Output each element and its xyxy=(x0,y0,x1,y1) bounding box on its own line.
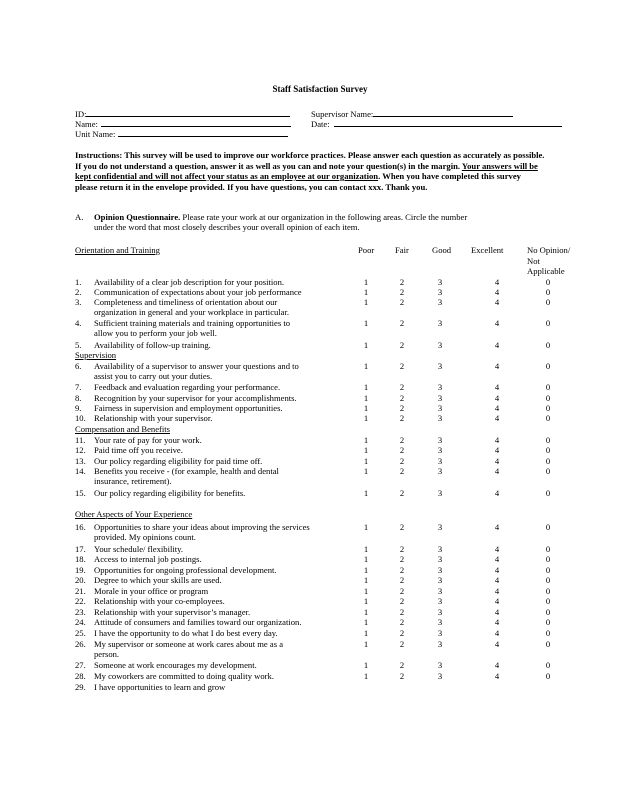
rating-option[interactable]: 1 xyxy=(363,297,369,307)
item-text-line1: Relationship with your co-employees. xyxy=(94,596,225,606)
item-text-line1: Opportunities to share your ideas about improving the services xyxy=(94,522,310,532)
rating-option[interactable]: 3 xyxy=(437,445,443,455)
name-line xyxy=(101,117,291,127)
rating-option[interactable]: 1 xyxy=(363,565,369,575)
section-a-line2: under the word that most closely describes your overall opinion of each item. xyxy=(94,222,360,232)
instructions xyxy=(75,150,545,192)
item-text-line1: Our policy regarding eligibility for benefits. xyxy=(94,488,246,498)
rating-option[interactable]: 3 xyxy=(437,671,443,681)
rating-option[interactable]: 0 xyxy=(545,403,551,413)
header-fair: Fair xyxy=(395,245,409,255)
rating-option[interactable]: 4 xyxy=(494,575,500,585)
item-text xyxy=(94,544,183,554)
date-line xyxy=(334,117,562,127)
item-number: 26. xyxy=(75,639,86,649)
rating-option[interactable]: 2 xyxy=(399,456,405,466)
rating-option[interactable]: 3 xyxy=(437,639,443,649)
rating-option[interactable]: 0 xyxy=(545,575,551,585)
item-text-line1: Sufficient training materials and training opportunities to xyxy=(94,318,291,328)
rating-option[interactable]: 4 xyxy=(494,318,500,328)
rating-option[interactable]: 3 xyxy=(437,596,443,606)
item-text xyxy=(94,607,250,617)
name-label: Name: xyxy=(75,119,98,129)
rating-option[interactable]: 0 xyxy=(545,297,551,307)
item-text-line1: Access to internal job postings. xyxy=(94,554,202,564)
header-good: Good xyxy=(432,245,452,255)
group-orientation: Orientation and Training xyxy=(75,245,160,255)
rating-option[interactable]: 0 xyxy=(545,382,551,392)
rating-option[interactable]: 1 xyxy=(363,607,369,617)
item-number: 17. xyxy=(75,544,86,554)
item-text xyxy=(94,617,301,627)
rating-option[interactable]: 2 xyxy=(399,639,405,649)
item-number: 15. xyxy=(75,488,86,498)
item-text-line2: person. xyxy=(94,649,120,659)
rating-option[interactable]: 1 xyxy=(363,361,369,371)
header-na-line1: No Opinion/ xyxy=(527,245,571,255)
rating-option[interactable]: 3 xyxy=(437,361,443,371)
item-text-line2: allow you to perform your job well. xyxy=(94,328,217,338)
rating-option[interactable]: 0 xyxy=(545,565,551,575)
rating-option[interactable]: 3 xyxy=(437,297,443,307)
page-title: Staff Satisfaction Survey xyxy=(272,84,368,94)
rating-option[interactable]: 4 xyxy=(494,361,500,371)
rating-option[interactable]: 3 xyxy=(437,403,443,413)
rating-option[interactable]: 1 xyxy=(363,340,369,350)
rating-option[interactable]: 0 xyxy=(545,340,551,350)
rating-option[interactable]: 0 xyxy=(545,554,551,564)
rating-option[interactable]: 3 xyxy=(437,435,443,445)
rating-option[interactable]: 0 xyxy=(545,287,551,297)
rating-option[interactable]: 0 xyxy=(545,393,551,403)
item-number: 11. xyxy=(75,435,86,445)
rating-option[interactable]: 4 xyxy=(494,435,500,445)
rating-option[interactable]: 4 xyxy=(494,340,500,350)
rating-option[interactable]: 4 xyxy=(494,596,500,606)
header-na-line2: Not xyxy=(527,255,540,266)
rating-option[interactable]: 0 xyxy=(545,607,551,617)
rating-option[interactable]: 3 xyxy=(437,382,443,392)
rating-option[interactable]: 3 xyxy=(437,660,443,670)
rating-option[interactable]: 2 xyxy=(399,671,405,681)
item-number: 25. xyxy=(75,628,86,638)
rating-option[interactable]: 2 xyxy=(399,393,405,403)
item-text-line1: My supervisor or someone at work cares about me as a xyxy=(94,639,284,649)
rating-option[interactable]: 4 xyxy=(494,456,500,466)
rating-option[interactable]: 2 xyxy=(399,575,405,585)
rating-option[interactable]: 2 xyxy=(399,277,405,287)
rating-option[interactable]: 3 xyxy=(437,340,443,350)
date-label: Date: xyxy=(311,119,330,129)
rating-option[interactable]: 2 xyxy=(399,340,405,350)
rating-option[interactable]: 2 xyxy=(399,617,405,627)
rating-option[interactable]: 2 xyxy=(399,607,405,617)
item-number: 14. xyxy=(75,466,86,476)
rating-option[interactable]: 2 xyxy=(399,660,405,670)
rating-option[interactable]: 0 xyxy=(545,639,551,649)
rating-option[interactable]: 1 xyxy=(363,586,369,596)
rating-option[interactable]: 4 xyxy=(494,277,500,287)
rating-option[interactable]: 4 xyxy=(494,287,500,297)
rating-option[interactable]: 1 xyxy=(363,628,369,638)
item-text-line1: Availability of a supervisor to answer your questions and to xyxy=(94,361,299,371)
item-number: 2. xyxy=(75,287,82,297)
item-text xyxy=(94,435,202,445)
item-text xyxy=(94,660,257,670)
item-text-line1: Benefits you receive - (for example, health and dental xyxy=(94,466,279,476)
item-number: 3. xyxy=(75,297,82,307)
rating-option[interactable]: 3 xyxy=(437,586,443,596)
rating-option[interactable]: 2 xyxy=(399,361,405,371)
header-excellent: Excellent xyxy=(471,245,504,255)
rating-option[interactable]: 4 xyxy=(494,445,500,455)
section-a-intro xyxy=(94,212,467,222)
rating-option[interactable]: 2 xyxy=(399,382,405,392)
rating-option[interactable]: 3 xyxy=(437,617,443,627)
rating-option[interactable]: 4 xyxy=(494,403,500,413)
rating-option[interactable]: 3 xyxy=(437,318,443,328)
rating-option[interactable]: 2 xyxy=(399,488,405,498)
unit-name-line xyxy=(118,127,288,137)
item-text-line1: I have opportunities to learn and grow xyxy=(94,682,226,692)
item-number: 8. xyxy=(75,393,82,403)
item-text-line1: Feedback and evaluation regarding your performance. xyxy=(94,382,281,392)
rating-option[interactable]: 2 xyxy=(399,435,405,445)
item-text xyxy=(94,466,279,486)
rating-option[interactable]: 2 xyxy=(399,522,405,532)
rating-option[interactable]: 1 xyxy=(363,544,369,554)
item-text xyxy=(94,403,283,413)
rating-option[interactable]: 3 xyxy=(437,413,443,423)
rating-option[interactable]: 4 xyxy=(494,671,500,681)
item-number: 10. xyxy=(75,413,86,423)
rating-option[interactable]: 1 xyxy=(363,413,369,423)
rating-option[interactable]: 3 xyxy=(437,287,443,297)
rating-option[interactable]: 3 xyxy=(437,456,443,466)
item-text xyxy=(94,488,245,498)
rating-option[interactable]: 1 xyxy=(363,287,369,297)
rating-option[interactable]: 4 xyxy=(494,660,500,670)
item-text xyxy=(94,575,222,585)
item-text-line2: assist you to carry out your duties. xyxy=(94,371,213,381)
rating-option[interactable]: 0 xyxy=(545,466,551,476)
rating-option[interactable]: 4 xyxy=(494,628,500,638)
rating-option[interactable]: 0 xyxy=(545,596,551,606)
item-text xyxy=(94,522,310,542)
rating-option[interactable]: 3 xyxy=(437,554,443,564)
rating-option[interactable]: 1 xyxy=(363,466,369,476)
item-number: 23. xyxy=(75,607,86,617)
item-text-line1: Your schedule/ flexibility. xyxy=(94,544,184,554)
rating-option[interactable]: 2 xyxy=(399,565,405,575)
id-label: ID: xyxy=(75,109,87,119)
item-text xyxy=(94,565,277,575)
item-text-line1: Someone at work encourages my development. xyxy=(94,660,257,670)
item-text-line1: Availability of follow-up training. xyxy=(94,340,211,350)
item-text-line1: I have the opportunity to do what I do best every day. xyxy=(94,628,278,638)
item-text-line2: provided. My opinions count. xyxy=(94,532,196,542)
rating-option[interactable]: 0 xyxy=(545,445,551,455)
supervisor-name-label: Supervisor Name: xyxy=(311,109,374,119)
rating-option[interactable]: 2 xyxy=(399,544,405,554)
rating-option[interactable]: 1 xyxy=(363,575,369,585)
rating-option[interactable]: 4 xyxy=(494,639,500,649)
rating-option[interactable]: 1 xyxy=(363,403,369,413)
instructions-part1: Instructions: This survey will be used to improve our workforce practices. Please answer each question as accurately as possible. If you do not understand a question, answer it as well as you can and note your question(s) in the margin. xyxy=(75,150,545,171)
rating-option[interactable]: 3 xyxy=(437,393,443,403)
rating-option[interactable]: 1 xyxy=(363,617,369,627)
item-number: 9. xyxy=(75,403,82,413)
item-text-line1: Completeness and timeliness of orientation about our xyxy=(94,297,278,307)
item-number: 13. xyxy=(75,456,86,466)
rating-option[interactable]: 0 xyxy=(545,456,551,466)
item-number: 20. xyxy=(75,575,86,585)
rating-option[interactable]: 0 xyxy=(545,544,551,554)
rating-option[interactable]: 4 xyxy=(494,413,500,423)
item-number: 12. xyxy=(75,445,86,455)
rating-option[interactable]: 4 xyxy=(494,522,500,532)
item-text xyxy=(94,586,208,596)
rating-option[interactable]: 4 xyxy=(494,297,500,307)
item-text-line2: organization in general and your workplace in particular. xyxy=(94,307,290,317)
instructions-part3: . When you have completed this survey please return it in the envelope provided. If you have questions, you can contact xxx. Thank you. xyxy=(75,171,521,192)
item-number: 29. xyxy=(75,682,86,692)
item-text-line1: Our policy regarding eligibility for paid time off. xyxy=(94,456,263,466)
rating-option[interactable]: 3 xyxy=(437,488,443,498)
item-number: 16. xyxy=(75,522,86,532)
item-number: 5. xyxy=(75,340,82,350)
item-text xyxy=(94,287,302,297)
rating-option[interactable]: 1 xyxy=(363,435,369,445)
rating-option[interactable]: 2 xyxy=(399,318,405,328)
item-text xyxy=(94,277,284,287)
rating-option[interactable]: 3 xyxy=(437,628,443,638)
rating-option[interactable]: 3 xyxy=(437,277,443,287)
date-field[interactable] xyxy=(311,117,562,129)
group-supervision: Supervision xyxy=(75,350,117,360)
rating-option[interactable]: 4 xyxy=(494,586,500,596)
item-number: 28. xyxy=(75,671,86,681)
item-text xyxy=(94,628,278,638)
item-text xyxy=(94,361,299,381)
item-text xyxy=(94,682,225,692)
rating-option[interactable]: 4 xyxy=(494,565,500,575)
item-number: 22. xyxy=(75,596,86,606)
item-text xyxy=(94,382,280,392)
item-number: 21. xyxy=(75,586,86,596)
rating-option[interactable]: 3 xyxy=(437,575,443,585)
group-other: Other Aspects of Your Experience xyxy=(75,509,193,519)
rating-option[interactable]: 2 xyxy=(399,297,405,307)
rating-option[interactable]: 0 xyxy=(545,617,551,627)
rating-option[interactable]: 0 xyxy=(545,361,551,371)
unit-name-label: Unit Name: xyxy=(75,129,116,139)
item-number: 19. xyxy=(75,565,86,575)
section-a-heading: Opinion Questionnaire. xyxy=(94,212,181,222)
item-number: 18. xyxy=(75,554,86,564)
rating-option[interactable]: 2 xyxy=(399,413,405,423)
rating-option[interactable]: 0 xyxy=(545,522,551,532)
item-number: 27. xyxy=(75,660,86,670)
rating-option[interactable]: 4 xyxy=(494,617,500,627)
id-line xyxy=(86,107,290,117)
item-text-line1: Attitude of consumers and families toward our organization. xyxy=(94,617,302,627)
item-text-line1: Relationship with your supervisor’s manager. xyxy=(94,607,251,617)
item-number: 24. xyxy=(75,617,86,627)
rating-option[interactable]: 1 xyxy=(363,522,369,532)
rating-option[interactable]: 0 xyxy=(545,413,551,423)
item-text xyxy=(94,445,183,455)
rating-option[interactable]: 3 xyxy=(437,544,443,554)
rating-option[interactable]: 3 xyxy=(437,522,443,532)
item-number: 1. xyxy=(75,277,82,287)
rating-option[interactable]: 2 xyxy=(399,586,405,596)
rating-option[interactable]: 2 xyxy=(399,445,405,455)
item-text-line2: insurance, retirement). xyxy=(94,476,172,486)
item-text-line1: Recognition by your supervisor for your accomplishments. xyxy=(94,393,297,403)
rating-option[interactable]: 1 xyxy=(363,456,369,466)
rating-option[interactable]: 2 xyxy=(399,403,405,413)
rating-option[interactable]: 0 xyxy=(545,318,551,328)
item-text xyxy=(94,297,289,317)
item-text xyxy=(94,671,274,681)
header-no-opinion xyxy=(527,245,570,277)
item-number: 6. xyxy=(75,361,82,371)
item-text xyxy=(94,318,290,338)
item-text xyxy=(94,456,262,466)
rating-option[interactable]: 4 xyxy=(494,393,500,403)
item-text xyxy=(94,340,211,350)
rating-option[interactable]: 0 xyxy=(545,488,551,498)
rating-option[interactable]: 4 xyxy=(494,607,500,617)
item-text xyxy=(94,639,283,659)
rating-option[interactable]: 0 xyxy=(545,660,551,670)
rating-option[interactable]: 4 xyxy=(494,488,500,498)
rating-option[interactable]: 4 xyxy=(494,544,500,554)
rating-option[interactable]: 2 xyxy=(399,554,405,564)
item-text-line1: Availability of a clear job description for your position. xyxy=(94,277,285,287)
rating-option[interactable]: 0 xyxy=(545,671,551,681)
rating-option[interactable]: 1 xyxy=(363,318,369,328)
rating-option[interactable]: 0 xyxy=(545,277,551,287)
rating-option[interactable]: 0 xyxy=(545,586,551,596)
section-a-line1: Please rate your work at our organization in the following areas. Circle the number xyxy=(180,212,468,222)
header-poor: Poor xyxy=(358,245,375,255)
rating-option[interactable]: 2 xyxy=(399,628,405,638)
item-text xyxy=(94,554,202,564)
rating-option[interactable]: 1 xyxy=(363,382,369,392)
item-text-line1: Communication of expectations about your job performance xyxy=(94,287,302,297)
rating-option[interactable]: 2 xyxy=(399,466,405,476)
instructions-confidential: Your answers will be kept confidential and will not affect your status as an employee at our organization xyxy=(75,160,538,181)
rating-option[interactable]: 2 xyxy=(399,287,405,297)
item-number: 4. xyxy=(75,318,82,328)
unit-name-field[interactable] xyxy=(75,127,288,139)
group-compensation: Compensation and Benefits xyxy=(75,424,170,434)
item-text-line1: Relationship with your supervisor. xyxy=(94,413,213,423)
rating-option[interactable]: 0 xyxy=(545,628,551,638)
rating-option[interactable]: 3 xyxy=(437,466,443,476)
item-text-line1: Morale in your office or program xyxy=(94,586,209,596)
rating-option[interactable]: 3 xyxy=(437,607,443,617)
rating-option[interactable]: 1 xyxy=(363,660,369,670)
rating-option[interactable]: 3 xyxy=(437,565,443,575)
rating-option[interactable]: 2 xyxy=(399,596,405,606)
rating-option[interactable]: 1 xyxy=(363,554,369,564)
rating-option[interactable]: 1 xyxy=(363,488,369,498)
rating-option[interactable]: 0 xyxy=(545,435,551,445)
item-text-line1: My coworkers are committed to doing quality work. xyxy=(94,671,274,681)
rating-option[interactable]: 1 xyxy=(363,596,369,606)
item-text xyxy=(94,413,212,423)
rating-option[interactable]: 4 xyxy=(494,554,500,564)
item-text xyxy=(94,596,225,606)
rating-option[interactable]: 1 xyxy=(363,639,369,649)
rating-option[interactable]: 1 xyxy=(363,277,369,287)
rating-option[interactable]: 4 xyxy=(494,382,500,392)
item-text-line1: Paid time off you receive. xyxy=(94,445,183,455)
item-text-line1: Opportunities for ongoing professional development. xyxy=(94,565,277,575)
supervisor-name-line xyxy=(373,107,513,117)
rating-option[interactable]: 1 xyxy=(363,671,369,681)
item-text xyxy=(94,393,297,403)
item-text-line1: Fairness in supervision and employment opportunities. xyxy=(94,403,283,413)
item-number: 7. xyxy=(75,382,82,392)
rating-option[interactable]: 1 xyxy=(363,445,369,455)
section-a-marker: A. xyxy=(75,212,84,222)
rating-option[interactable]: 4 xyxy=(494,466,500,476)
rating-option[interactable]: 1 xyxy=(363,393,369,403)
item-text-line1: Degree to which your skills are used. xyxy=(94,575,222,585)
item-text-line1: Your rate of pay for your work. xyxy=(94,435,202,445)
header-na-line3: Applicable xyxy=(527,266,565,276)
